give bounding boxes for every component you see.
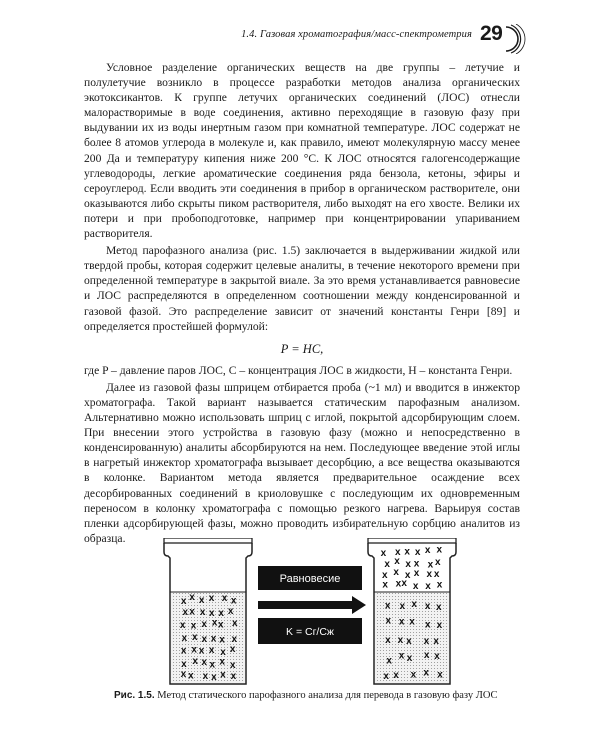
analyte-marker: x bbox=[406, 635, 412, 647]
analyte-marker: x bbox=[433, 569, 440, 581]
analyte-marker: x bbox=[231, 634, 238, 645]
analyte-marker: x bbox=[220, 647, 226, 659]
analyte-marker: x bbox=[425, 581, 431, 592]
vial-cap-right bbox=[368, 538, 456, 543]
analyte-marker: x bbox=[180, 595, 187, 607]
analyte-marker: x bbox=[180, 669, 187, 680]
analyte-marker: x bbox=[393, 566, 399, 578]
analyte-marker: x bbox=[180, 645, 187, 657]
running-title: 1.4. Газовая хроматография/масс-спектрометрия bbox=[241, 29, 472, 40]
analyte-marker: x bbox=[227, 606, 234, 617]
analyte-marker: x bbox=[395, 578, 402, 590]
analyte-marker: x bbox=[434, 651, 440, 663]
analyte-marker: x bbox=[179, 619, 186, 631]
page-number-badge bbox=[478, 24, 526, 54]
analyte-marker: x bbox=[230, 659, 236, 671]
analyte-marker: x bbox=[433, 636, 439, 648]
analyte-marker: x bbox=[220, 669, 226, 681]
analyte-marker: x bbox=[436, 619, 443, 631]
analyte-marker: x bbox=[411, 599, 417, 611]
analyte-marker: x bbox=[198, 645, 205, 657]
analyte-marker: x bbox=[410, 669, 417, 681]
paragraph-voc-definition: Условное разделение органических веществ на две группы – летучие и полулетучие возникло в процессе разработки методов анализа органических экотоксикантов. К группе летучих органических соединений (ЛОС) отнесли малорастворимые в воде соединения, активно переходящие в газовую фазу при выдувании их из воды инертным газом при комнатной температуре. ЛОС содержат не более 8 атомов углерода в молекуле и, как правило, имеют молекулярную массу менее 200 Да и температуру кипения ниже 200 °С. К ЛОС относятся галогенсодержащие углеводороды, легкие ароматические соединения ряда бензола, кетоны, эфиры и сероуглерод. Если вводить эти соединения в прибор в органическом растворителе, они оказываются либо скрыты пиком растворителя, либо выходят на его хвосте. Велики их потери и при пробоподготовке, например при концентрировании упариванием растворителя. bbox=[84, 61, 520, 241]
analyte-marker: x bbox=[398, 650, 405, 662]
analyte-marker: x bbox=[395, 547, 401, 559]
analyte-marker: x bbox=[230, 595, 237, 607]
analyte-marker: x bbox=[188, 670, 194, 682]
analyte-marker: x bbox=[405, 558, 411, 570]
paragraph-headspace-method: Метод парофазного анализа (рис. 1.5) заключается в выдерживании жидкой или твердой пробы, которая содержит целевые аналиты, в течение некоторого времени при определенной температуре в закрытой виале. За это время устанавливается равновесие и ЛОС распределяются в определенном соотношении между конденсированной и газовой фазой. Это распределение зависит от значений константы Генри [89] и определяется простейшей формулой: bbox=[84, 244, 520, 333]
caption-text: Метод статического парофазного анализа для перевода в газовую фазу ЛОС bbox=[157, 690, 498, 701]
analyte-marker: x bbox=[211, 617, 218, 629]
analyte-marker: x bbox=[386, 655, 392, 667]
analyte-marker: x bbox=[208, 644, 215, 656]
analyte-marker: x bbox=[201, 633, 208, 645]
analyte-marker: x bbox=[230, 670, 237, 682]
analyte-marker: x bbox=[436, 544, 443, 556]
analyte-marker: x bbox=[424, 601, 431, 613]
paragraph-static-analysis: Далее из газовой фазы шприцем отбирается проба (~1 мл) и вводится в инжектор хроматографа. Такой вариант называется статическим парофазным анализом. Альтернативно можно использовать шприц с иглой, покрытой адсорбирующим слоем. При внесении этого устройства в газовую фазу (можно и непосредственно в конденсированную) аналиты абсорбируются на нем. Последующее введение этой иглы в нагретый инжектор хроматографа вызывает десорбцию, а все вещества оказываются в колонке. Вариантом метода является предварительное осаждение всех десорбированных соединений в криоловушке с последующим их одновременным переносом в колонку хроматографа с помощью резкого нагрева. Варьируя состав пленки адсорбирующей фазы, можно проводить избирательную сорбцию аналитов из образца. bbox=[84, 380, 520, 545]
analyte-marker: x bbox=[412, 581, 419, 593]
analyte-marker: x bbox=[382, 579, 388, 591]
analyte-marker: x bbox=[218, 619, 224, 631]
analyte-marker: x bbox=[425, 619, 431, 631]
analyte-marker: x bbox=[394, 556, 400, 567]
analyte-marker: x bbox=[209, 608, 215, 620]
figure-headspace-vials bbox=[160, 538, 460, 688]
analyte-marker: x bbox=[436, 601, 442, 613]
analyte-marker: x bbox=[384, 558, 390, 570]
analyte-marker: x bbox=[406, 653, 413, 665]
analyte-marker: x bbox=[383, 670, 389, 682]
analyte-marker: x bbox=[219, 634, 225, 646]
analyte-marker: x bbox=[232, 617, 238, 629]
paragraph-formula-legend: где P – давление паров ЛОС, C – концентрация ЛОС в жидкости, H – константа Генри. bbox=[84, 363, 513, 377]
vial-before bbox=[164, 538, 252, 684]
analyte-marker: x bbox=[192, 632, 198, 643]
equilibrium-label: Равновесие bbox=[279, 573, 341, 585]
analyte-marker: x bbox=[190, 620, 197, 632]
figure-drawing bbox=[160, 538, 460, 688]
vial-after bbox=[368, 538, 456, 684]
analyte-marker: x bbox=[202, 671, 209, 682]
analyte-marker: x bbox=[229, 643, 236, 655]
analyte-marker: x bbox=[393, 670, 399, 682]
analyte-marker: x bbox=[384, 600, 391, 612]
henry-formula: P = HC, bbox=[280, 341, 324, 356]
analyte-marker: x bbox=[423, 635, 430, 647]
analyte-marker: x bbox=[199, 607, 206, 619]
caption-label: Рис. 1.5. bbox=[114, 690, 155, 701]
analyte-marker: x bbox=[437, 669, 443, 681]
page-number-arcs-icon bbox=[504, 24, 526, 54]
analyte-marker: x bbox=[181, 659, 187, 671]
analyte-marker: x bbox=[399, 600, 406, 612]
analyte-marker: x bbox=[189, 606, 195, 618]
analyte-marker: x bbox=[209, 659, 216, 671]
page-header bbox=[240, 24, 526, 58]
analyte-marker: x bbox=[201, 619, 207, 631]
analyte-marker: x bbox=[404, 546, 410, 558]
analyte-marker: x bbox=[435, 557, 441, 568]
analyte-marker: x bbox=[413, 558, 420, 570]
analyte-marker: x bbox=[427, 559, 434, 571]
analyte-marker: x bbox=[189, 592, 195, 604]
analyte-marker: x bbox=[398, 616, 405, 628]
analyte-marker: x bbox=[219, 656, 225, 668]
analyte-marker: x bbox=[401, 578, 407, 589]
page-number: 29 bbox=[480, 22, 503, 45]
vial-cap-left bbox=[164, 538, 252, 543]
analyte-marker: x bbox=[210, 633, 217, 645]
analyte-marker: x bbox=[211, 671, 217, 683]
analyte-marker: x bbox=[426, 569, 433, 581]
analyte-marker: x bbox=[414, 547, 421, 559]
analyte-marker: x bbox=[218, 608, 224, 620]
analyte-marker: x bbox=[382, 569, 388, 581]
analyte-marker: x bbox=[380, 548, 387, 560]
analyte-marker: x bbox=[436, 579, 443, 591]
analyte-marker: x bbox=[191, 644, 197, 656]
analyte-marker: x bbox=[423, 667, 429, 679]
analyte-marker: x bbox=[221, 593, 228, 605]
analyte-marker: x bbox=[385, 615, 392, 627]
analyte-marker: x bbox=[413, 567, 420, 579]
figure-caption bbox=[114, 690, 498, 701]
analyte-marker: x bbox=[424, 545, 431, 557]
body-text bbox=[84, 60, 520, 548]
analyte-marker: x bbox=[404, 569, 411, 581]
analyte-marker: x bbox=[198, 595, 205, 607]
analyte-marker: x bbox=[423, 650, 430, 662]
analyte-marker: x bbox=[397, 635, 404, 647]
analyte-marker: x bbox=[182, 606, 189, 618]
analyte-marker: x bbox=[192, 656, 198, 668]
transfer-arrow-icon bbox=[258, 596, 366, 614]
analyte-marker: x bbox=[385, 635, 391, 646]
analyte-marker: x bbox=[201, 656, 207, 668]
analyte-marker: x bbox=[181, 633, 188, 645]
distribution-constant: K = Cг/Cж bbox=[286, 626, 334, 638]
analyte-marker: x bbox=[208, 593, 215, 605]
analyte-marker: x bbox=[409, 616, 415, 628]
